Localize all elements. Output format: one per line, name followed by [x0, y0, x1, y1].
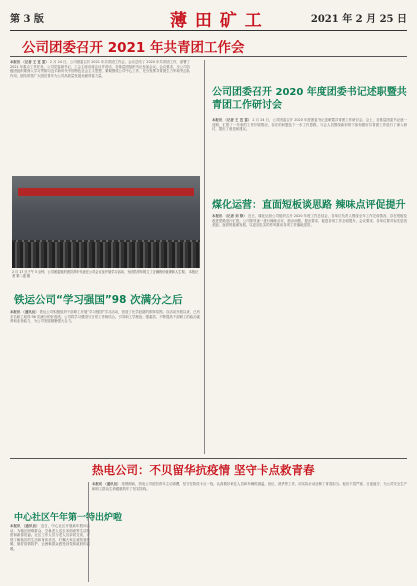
byline: 本报讯 （记者 王 宣 雷）	[10, 60, 49, 64]
masthead: 薄 田 矿 工	[170, 11, 263, 31]
issue-date: 2021 年 2 月 25 日	[310, 14, 407, 25]
page-header	[10, 6, 407, 31]
article-body-epidemic-prevention	[92, 482, 407, 582]
article-text: 近日，中心社区开展新年慰问活动，为辖区困难群众、空巢老人送去米面油等生活物资和新春祝福。社区工作人员与老人们亲切交谈，详细了解他们的生活和身体状况，叮嘱大家注意防寒保暖、做好疫情防护，让困难群众感受到党和政府的温暖。	[10, 524, 90, 551]
article-body-theory-seminar	[212, 118, 407, 188]
article-body-coal-transport	[212, 214, 407, 454]
headline-text: 公司团委召开 2020 年度团委书记述职暨共青团工作研讨会	[212, 87, 407, 111]
column-divider	[88, 482, 89, 582]
headline-youth-work-conference: 公司团委召开 2021 年共青团工作会	[22, 40, 245, 56]
byline: 本报讯 （记者 王 宣 雷）	[212, 118, 252, 122]
photo-crowd-front	[12, 242, 200, 268]
photo-banner	[18, 188, 194, 196]
group-photo	[12, 176, 200, 268]
article-text: 近日，煤化运营公司组织召开 2020 年度工作总结会，各单位负责人围绕全年工作完成情况、存在短板及改进思路进行汇报，公司领导逐一进行辣味点评，指出问题，提出要求，促进各项工作全面提升。会议要求，各单位要对标先进找差距，直面短板谋发展，以更加扎实的作风推动各项工作落地见效。	[212, 214, 407, 228]
divider	[10, 458, 407, 459]
headline-theory-seminar	[212, 86, 407, 112]
photo-caption: 2 月 17 日下午 3 点钟，公司团委组织团员青年代表在公司会议室开展学习活动，为团员青年树立了正确的价值观和人生观。 本报记者 第二道 摄	[12, 270, 199, 279]
byline: 本报讯 （通讯员）	[10, 524, 40, 528]
divider	[10, 56, 407, 57]
byline: 本报讯 （通讯员）	[10, 310, 39, 314]
page-number: 第 3 版	[10, 14, 44, 25]
article-text: 2 月 24 日，公司团委召开 2021 年共青团工作会，会议总结了 2020 年共青团工作，部署了 2021 年重点工作任务。公司党委副书记、工会主席出席会议并讲话，各基层团组织书记参加会议。会议要求，全公司各级团组织要深入学习贯彻习近平新时代中国特色社会主义思想，紧紧围绕公司中心工作，充分发挥共青团生力军和突击队作用，团结带领广大团员青年为公司高质量发展贡献青春力量。	[10, 60, 190, 78]
headline-study-month: 铁运公司“学习强国”98 次满分之后	[14, 294, 183, 306]
headline-coal-transport: 煤化运营：直面短板谈思路 辣味点评促提升	[212, 200, 406, 211]
article-text: 疫情期间，热电公司团员青年主动请缨，坚守在防疫卡点一线，认真做好来往人员和车辆的测温、登记、消杀等工作，用实际行动诠释了青春担当。他们不畏严寒，日夜值守，为公司安全生产和职工群众生命健康筑牢了坚实防线。	[92, 482, 407, 491]
column-divider	[204, 60, 205, 454]
article-text: 铁运公司积极组织干部职工开展“学习强国”学习活动，营造了比学赶超的浓厚氛围。自活动开展以来，已有多名职工取得 98 次满分的好成绩。公司将学习强国与日常工作相结合，引导职工学理论、强素质，不断提高干部职工的政治素养和业务能力，为公司发展凝聚强大合力。	[10, 310, 200, 324]
article-body-community-center	[10, 524, 90, 582]
byline: 本报讯 （记者 刘 铮）	[212, 214, 247, 218]
article-body-study-month	[10, 310, 200, 454]
byline: 本报讯 （通讯员）	[92, 482, 121, 486]
article-text: 2 月 24 日，公司团委召开 2020 年度团委书记述职暨共青团工作研讨会。会上，各基层团委书记逐一述职，汇报了一年来的工作开展情况、存在的问题及下一步工作思路。与会人员围绕新形势下如何做好共青团工作进行了深入研讨，提出了意见和建议。	[212, 118, 407, 132]
header-rule	[10, 30, 407, 31]
headline-community-center: 中心社区午年第一特出炉啦	[14, 513, 123, 523]
headline-epidemic-prevention: 热电公司：不贝留华抗疫情 坚守卡点救青春	[92, 463, 315, 477]
